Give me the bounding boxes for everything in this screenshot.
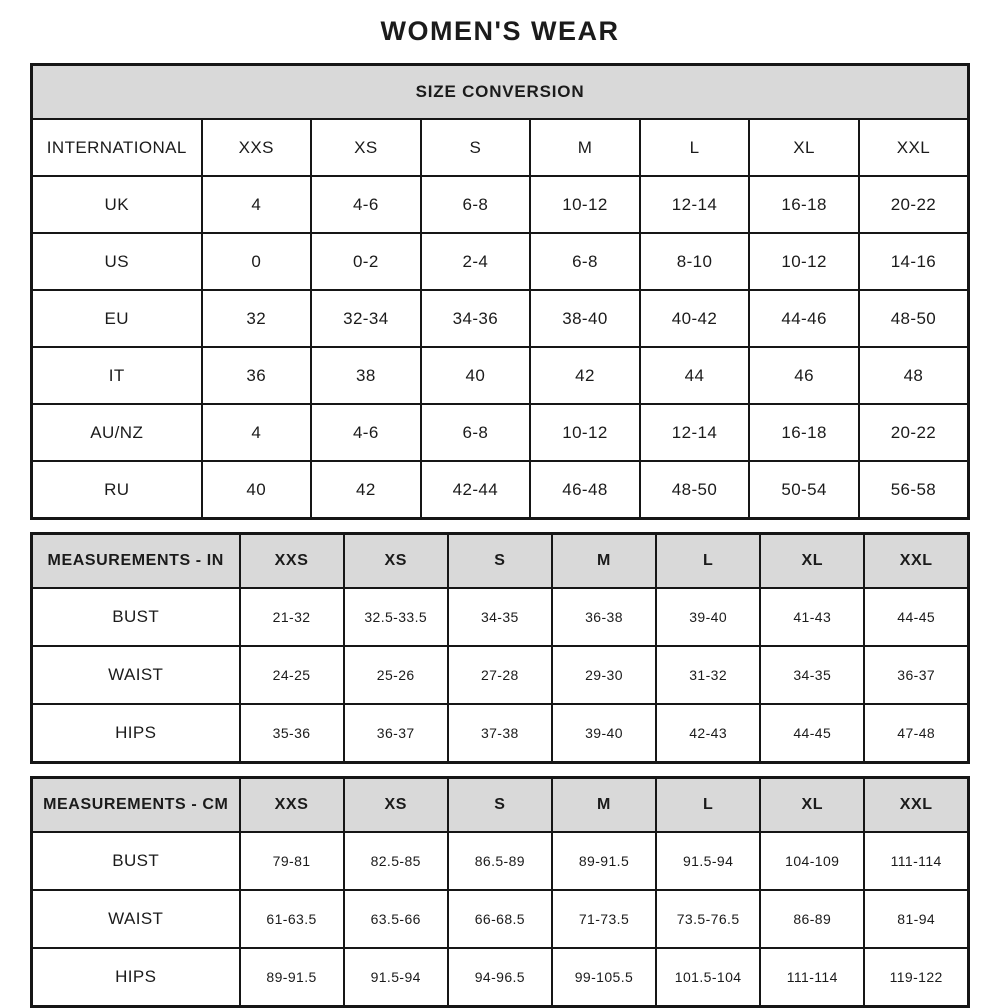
measurements-cm-body [32,832,969,1007]
value-cell: 21-32 [240,588,344,646]
value-cell: 61-63.5 [240,890,344,948]
measurements-in-title: MEASUREMENTS - IN [32,534,240,589]
measurements-in-body [32,588,969,763]
value-cell: 6-8 [530,233,640,290]
value-cell: 2-4 [421,233,531,290]
value-cell: 25-26 [344,646,448,704]
page-title: WOMEN'S WEAR [380,16,620,46]
value-cell: 79-81 [240,832,344,890]
row-label: UK [32,176,202,233]
row-label: HIPS [32,704,240,763]
measurements-in-table [30,532,970,764]
value-cell: 34-36 [421,290,531,347]
value-cell: 89-91.5 [552,832,656,890]
size-conversion-body [32,119,969,519]
value-cell: 86.5-89 [448,832,552,890]
value-cell: 86-89 [760,890,864,948]
size-column-header: XXS [240,534,344,589]
value-cell: 42-44 [421,461,531,519]
value-cell: 91.5-94 [656,832,760,890]
value-cell: 66-68.5 [448,890,552,948]
value-cell: 8-10 [640,233,750,290]
value-cell: 42 [311,461,421,519]
value-cell: XXL [859,119,969,176]
table-row [32,704,969,763]
value-cell: 40-42 [640,290,750,347]
table-row [32,404,969,461]
size-column-header: XL [760,778,864,833]
size-column-header: M [552,778,656,833]
value-cell: L [640,119,750,176]
value-cell: 119-122 [864,948,968,1007]
row-label: WAIST [32,890,240,948]
value-cell: M [530,119,640,176]
value-cell: 56-58 [859,461,969,519]
value-cell: 37-38 [448,704,552,763]
row-label: AU/NZ [32,404,202,461]
value-cell: 91.5-94 [344,948,448,1007]
value-cell: 12-14 [640,176,750,233]
value-cell: 39-40 [656,588,760,646]
value-cell: 44-45 [760,704,864,763]
table-row [32,832,969,890]
value-cell: 47-48 [864,704,968,763]
value-cell: 48-50 [859,290,969,347]
value-cell: 39-40 [552,704,656,763]
value-cell: 38 [311,347,421,404]
value-cell: 16-18 [749,176,859,233]
value-cell: 44-45 [864,588,968,646]
value-cell: 14-16 [859,233,969,290]
value-cell: XXS [202,119,312,176]
value-cell: 4-6 [311,404,421,461]
value-cell: S [421,119,531,176]
row-label: RU [32,461,202,519]
value-cell: 46-48 [530,461,640,519]
table-row [32,290,969,347]
value-cell: 36-38 [552,588,656,646]
value-cell: 4 [202,404,312,461]
value-cell: 20-22 [859,404,969,461]
table-row [32,347,969,404]
value-cell: 4 [202,176,312,233]
row-label: BUST [32,588,240,646]
value-cell: 71-73.5 [552,890,656,948]
value-cell: 12-14 [640,404,750,461]
size-column-header: L [656,534,760,589]
value-cell: 44 [640,347,750,404]
table-row [32,948,969,1007]
value-cell: 10-12 [749,233,859,290]
value-cell: 6-8 [421,176,531,233]
value-cell: 36-37 [864,646,968,704]
size-chart-page [30,0,970,1008]
value-cell: 81-94 [864,890,968,948]
value-cell: 73.5-76.5 [656,890,760,948]
measurements-cm-title: MEASUREMENTS - CM [32,778,240,833]
size-column-header: S [448,778,552,833]
value-cell: XL [749,119,859,176]
row-label: WAIST [32,646,240,704]
row-label: US [32,233,202,290]
value-cell: 44-46 [749,290,859,347]
size-conversion-title: SIZE CONVERSION [32,65,969,120]
size-conversion-table [30,63,970,520]
row-label: BUST [32,832,240,890]
value-cell: 24-25 [240,646,344,704]
value-cell: 42-43 [656,704,760,763]
value-cell: 82.5-85 [344,832,448,890]
value-cell: 48-50 [640,461,750,519]
size-column-header: XXL [864,778,968,833]
size-conversion-banner-row [32,65,969,120]
size-column-header: XXS [240,778,344,833]
row-label: HIPS [32,948,240,1007]
row-label: EU [32,290,202,347]
value-cell: XS [311,119,421,176]
value-cell: 111-114 [864,832,968,890]
value-cell: 104-109 [760,832,864,890]
size-column-header: XS [344,778,448,833]
size-column-header: XL [760,534,864,589]
measurements-cm-table [30,776,970,1008]
value-cell: 6-8 [421,404,531,461]
value-cell: 101.5-104 [656,948,760,1007]
row-label: IT [32,347,202,404]
value-cell: 94-96.5 [448,948,552,1007]
value-cell: 10-12 [530,404,640,461]
table-row [32,233,969,290]
value-cell: 16-18 [749,404,859,461]
value-cell: 42 [530,347,640,404]
value-cell: 40 [202,461,312,519]
value-cell: 34-35 [448,588,552,646]
value-cell: 29-30 [552,646,656,704]
value-cell: 50-54 [749,461,859,519]
size-column-header: M [552,534,656,589]
table-row [32,890,969,948]
value-cell: 41-43 [760,588,864,646]
table-row [32,176,969,233]
value-cell: 36 [202,347,312,404]
size-column-header: XS [344,534,448,589]
value-cell: 4-6 [311,176,421,233]
value-cell: 20-22 [859,176,969,233]
size-column-header: XXL [864,534,968,589]
table-row [32,646,969,704]
table-row [32,461,969,519]
size-column-header: L [656,778,760,833]
table-row [32,119,969,176]
table-row [32,588,969,646]
value-cell: 34-35 [760,646,864,704]
measurements-in-header-row [32,534,969,589]
value-cell: 32 [202,290,312,347]
value-cell: 48 [859,347,969,404]
value-cell: 63.5-66 [344,890,448,948]
value-cell: 32-34 [311,290,421,347]
value-cell: 10-12 [530,176,640,233]
size-column-header: S [448,534,552,589]
value-cell: 99-105.5 [552,948,656,1007]
value-cell: 0 [202,233,312,290]
value-cell: 40 [421,347,531,404]
value-cell: 89-91.5 [240,948,344,1007]
value-cell: 36-37 [344,704,448,763]
value-cell: 46 [749,347,859,404]
value-cell: 32.5-33.5 [344,588,448,646]
value-cell: 38-40 [530,290,640,347]
measurements-cm-header-row [32,778,969,833]
value-cell: 0-2 [311,233,421,290]
value-cell: 111-114 [760,948,864,1007]
row-label: INTERNATIONAL [32,119,202,176]
value-cell: 27-28 [448,646,552,704]
value-cell: 35-36 [240,704,344,763]
value-cell: 31-32 [656,646,760,704]
